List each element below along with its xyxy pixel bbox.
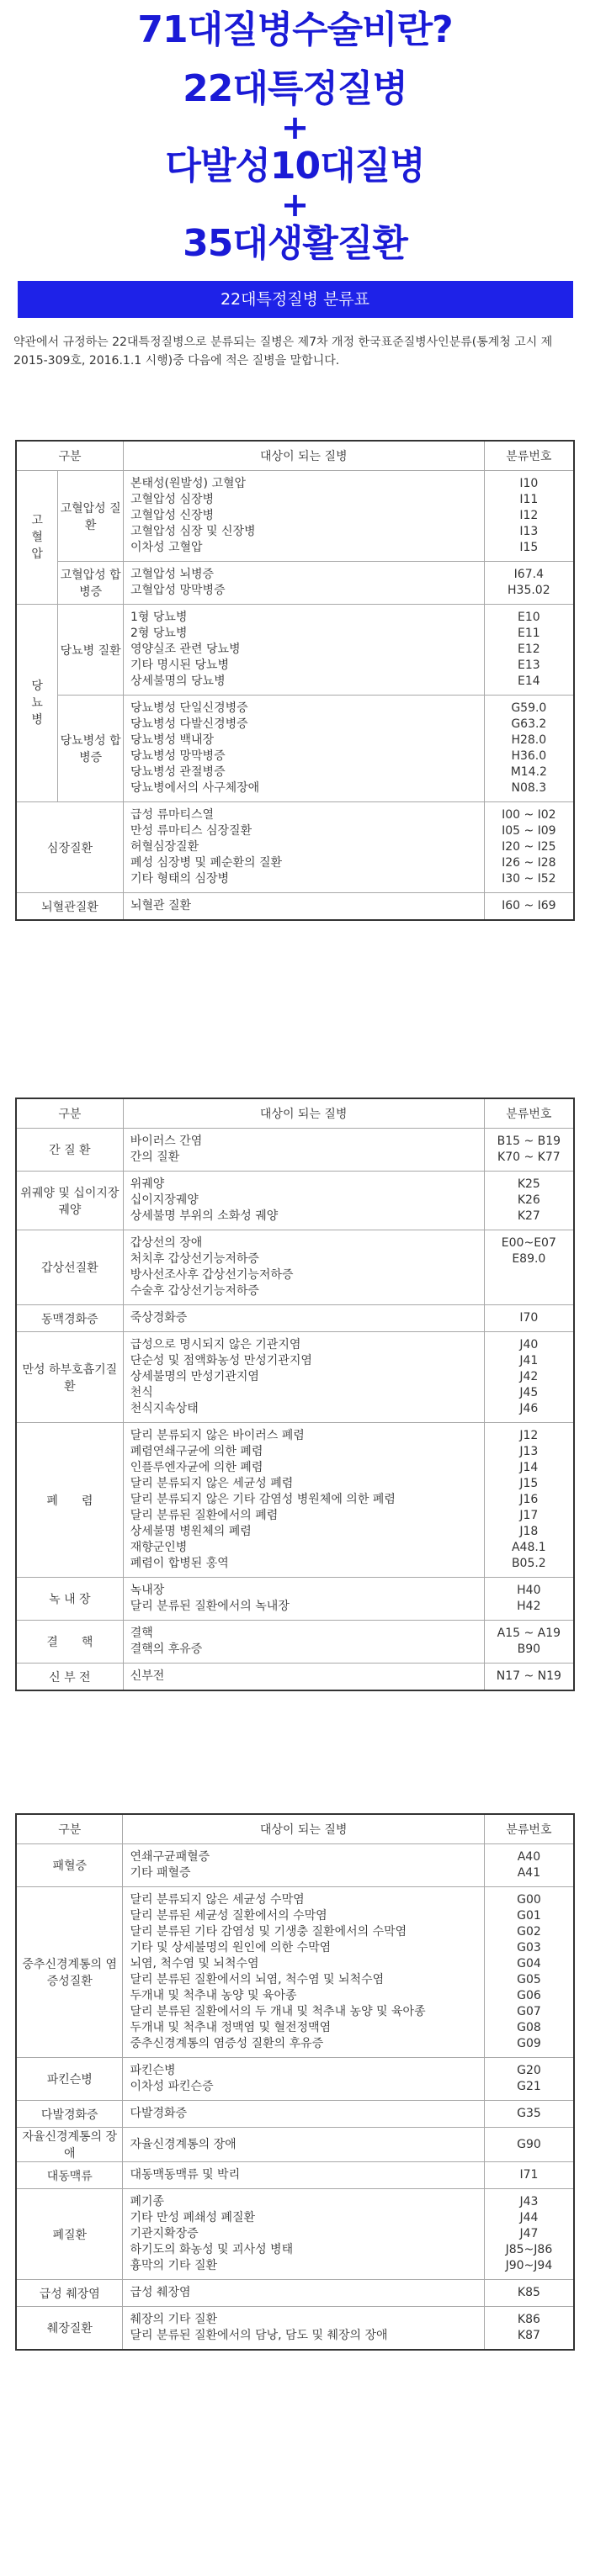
table-row <box>16 1305 574 1332</box>
disease-cell <box>123 1621 484 1664</box>
subcategory: 당뇨병성 합병증 <box>58 696 124 802</box>
table-row <box>16 696 574 802</box>
cell-line: J12 <box>519 1429 539 1442</box>
cell-line: 고혈압성 뇌병증 <box>130 568 215 581</box>
code-cell <box>484 1664 574 1691</box>
cell-line: 위궤양 <box>130 1177 165 1191</box>
cell-line: 급성으로 명시되지 않은 기관지염 <box>130 1338 301 1351</box>
cell-line: I13 <box>519 525 539 538</box>
header-disease: 대상이 되는 질병 <box>123 441 484 471</box>
cell-line: 간의 질환 <box>130 1150 180 1164</box>
table-row <box>16 562 574 605</box>
cell-line: I15 <box>519 541 539 554</box>
subcategory: 당뇨병 질환 <box>58 605 124 696</box>
disease-cell <box>123 1305 484 1332</box>
category: 폐 렴 <box>16 1423 123 1578</box>
cell-line: 당뇨병에서의 사구체장애 <box>130 781 260 795</box>
cell-line: I67.4 <box>513 568 544 581</box>
cell-line <box>488 1283 570 1299</box>
cell-line: 당뇨병성 다발신경병증 <box>130 717 248 731</box>
cell-line: N08.3 <box>511 781 547 795</box>
cell-line: 십이지장궤양 <box>130 1193 199 1207</box>
cell-line: J43 <box>519 2195 539 2208</box>
category: 결 핵 <box>16 1621 123 1664</box>
code-cell <box>484 2162 574 2189</box>
header-disease: 대상이 되는 질병 <box>123 1098 484 1129</box>
cell-line: H28.0 <box>511 733 547 747</box>
cell-line: 기타 및 상세불명의 원인에 의한 수막염 <box>130 1941 332 1954</box>
category: 급성 췌장염 <box>16 2280 123 2307</box>
table-row <box>16 1844 574 1887</box>
cell-line: 달리 분류되지 않은 바이러스 폐렴 <box>130 1429 305 1442</box>
subcategory: 고혈압성 합병증 <box>58 562 124 605</box>
cell-line: G03 <box>517 1941 541 1954</box>
cell-line: G02 <box>517 1925 541 1939</box>
cell-line: 고혈압성 신장병 <box>130 509 215 522</box>
cell-line: 연쇄구균패혈증 <box>130 1850 210 1864</box>
disease-cell <box>123 2058 484 2101</box>
cell-line <box>488 1267 570 1283</box>
category: 간 질 환 <box>16 1129 123 1172</box>
header-category: 구분 <box>16 1098 123 1129</box>
disease-cell <box>123 1129 484 1172</box>
cell-line: 기타 명시된 당뇨병 <box>130 659 230 672</box>
cell-line: G35 <box>517 2107 541 2120</box>
disease-cell <box>123 605 484 696</box>
code-cell <box>484 1423 574 1578</box>
disease-cell <box>123 471 484 562</box>
cell-line: 달리 분류된 질환에서의 뇌염, 척수염 및 뇌척수염 <box>130 1973 385 1986</box>
cell-line: B90 <box>517 1642 541 1656</box>
cell-line: 1형 당뇨병 <box>130 611 188 624</box>
header-disease: 대상이 되는 질병 <box>123 1814 484 1844</box>
category: 뇌혈관질환 <box>16 893 123 921</box>
cell-line: 이차성 파킨슨증 <box>130 2080 214 2093</box>
table-row <box>16 2307 574 2351</box>
disease-cell <box>123 1664 484 1691</box>
category: 파킨슨병 <box>16 2058 123 2101</box>
cell-line: 당뇨병성 망막병증 <box>130 749 226 763</box>
table-row <box>16 1129 574 1172</box>
table-row <box>16 2101 574 2128</box>
cell-line: I00 ~ I02 <box>502 808 556 822</box>
cell-line: 인플루엔자균에 의한 폐렴 <box>130 1461 263 1474</box>
cell-line: 수술후 갑상선기능저하증 <box>130 1284 259 1298</box>
disease-cell <box>123 562 484 605</box>
cell-line: J90~J94 <box>505 2259 553 2272</box>
disease-cell <box>123 2307 484 2351</box>
disease-cell <box>123 2189 484 2280</box>
category: 다발경화증 <box>16 2101 123 2128</box>
cell-line: 폐기종 <box>130 2195 165 2208</box>
cell-line: K85 <box>517 2286 540 2299</box>
cell-line: A41 <box>517 1866 541 1880</box>
cell-line: G05 <box>517 1973 541 1986</box>
cell-line: 갑상선의 장애 <box>130 1236 203 1250</box>
cell-line: 자율신경계통의 장애 <box>130 2137 237 2151</box>
headline-plus-1: + <box>280 108 310 147</box>
cell-line: 흉막의 기타 질환 <box>130 2259 218 2272</box>
cell-line: B05.2 <box>511 1557 546 1570</box>
cell-line: E10 <box>517 611 540 624</box>
cell-line: I71 <box>519 2168 539 2182</box>
disease-cell <box>123 1230 484 1305</box>
header-code: 분류번호 <box>484 441 574 471</box>
table-row <box>16 1172 574 1230</box>
code-cell <box>484 2058 574 2101</box>
cell-line: I20 ~ I25 <box>502 840 556 854</box>
cell-line: 천식 <box>130 1386 153 1399</box>
cell-line: H35.02 <box>508 584 550 597</box>
cell-line: J17 <box>519 1509 539 1522</box>
code-cell <box>484 1230 574 1305</box>
code-cell <box>484 562 574 605</box>
cell-line: 중추신경계통의 염증성 질환의 후유증 <box>130 2037 324 2050</box>
category: 자율신경계통의 장애 <box>16 2128 123 2162</box>
cell-line: 영양실조 관련 당뇨병 <box>130 643 241 656</box>
cell-line: 녹내장 <box>130 1584 165 1597</box>
code-cell <box>484 1844 574 1887</box>
cell-line: 파킨슨병 <box>130 2064 176 2077</box>
cell-line: K25 <box>517 1177 540 1191</box>
cell-line: I11 <box>519 493 539 506</box>
cell-line: 뇌염, 척수염 및 뇌척수염 <box>130 1957 259 1970</box>
cell-line: 바이러스 간염 <box>130 1135 203 1148</box>
cell-line: 기관지확장증 <box>130 2227 199 2240</box>
disease-cell <box>123 1578 484 1621</box>
cell-line: G04 <box>517 1957 541 1970</box>
category: 중추신경계통의 염증성질환 <box>16 1887 123 2058</box>
cell-line: M14.2 <box>510 765 547 779</box>
cell-line: 달리 분류되지 않은 기타 감염성 병원체에 의한 폐렴 <box>130 1493 396 1506</box>
cell-line: 폐성 심장병 및 폐순환의 질환 <box>130 856 283 870</box>
cell-line: 처치후 갑상선기능저하증 <box>130 1252 259 1266</box>
cell-line: G21 <box>517 2080 541 2093</box>
cell-line: 결핵 <box>130 1627 153 1640</box>
cell-line: B15 ~ B19 <box>497 1135 561 1148</box>
cell-line: 재향군인병 <box>130 1541 188 1554</box>
cell-line: G59.0 <box>511 701 547 715</box>
code-cell <box>484 471 574 562</box>
disease-cell <box>123 2280 484 2307</box>
header-code: 분류번호 <box>484 1098 574 1129</box>
cell-line: J85~J86 <box>505 2243 553 2256</box>
cell-line: 폐렴이 합병된 홍역 <box>130 1557 229 1570</box>
table-row <box>16 2280 574 2307</box>
table-row <box>16 1887 574 2058</box>
group-label: 고 혈 압 <box>16 471 58 605</box>
cell-line: 상세불명의 만성기관지염 <box>130 1370 259 1383</box>
code-cell <box>484 1129 574 1172</box>
cell-line: 급성 류마티스열 <box>130 808 215 822</box>
cell-line: E89.0 <box>512 1252 546 1266</box>
category: 녹 내 장 <box>16 1578 123 1621</box>
table-row <box>16 471 574 562</box>
cell-line: E12 <box>517 643 540 656</box>
cell-line: K26 <box>517 1193 540 1207</box>
header-category: 구분 <box>16 1814 123 1844</box>
table-row <box>16 2189 574 2280</box>
cell-line: 기타 만성 폐쇄성 폐질환 <box>130 2211 256 2224</box>
disease-cell <box>123 2162 484 2189</box>
cell-line: 만성 류마티스 심장질환 <box>130 824 252 838</box>
disease-cell <box>123 1887 484 2058</box>
code-cell <box>484 696 574 802</box>
disease-cell <box>123 1172 484 1230</box>
cell-line: I60 ~ I69 <box>502 899 556 912</box>
cell-line: 다발경화증 <box>130 2107 188 2120</box>
cell-line: 기타 형태의 심장병 <box>130 872 230 886</box>
code-cell <box>484 1578 574 1621</box>
cell-line: J13 <box>519 1445 539 1458</box>
cell-line: J46 <box>519 1402 539 1415</box>
cell-line: 급성 췌장염 <box>130 2286 191 2299</box>
cell-line: I30 ~ I52 <box>502 872 556 886</box>
cell-line: E14 <box>517 674 540 688</box>
cell-line: J44 <box>519 2211 539 2224</box>
category: 동맥경화증 <box>16 1305 123 1332</box>
table-row <box>16 2162 574 2189</box>
table-row <box>16 1332 574 1423</box>
table-10-diseases <box>15 1098 575 1691</box>
cell-line: 고혈압성 심장병 <box>130 493 215 506</box>
table-row <box>16 1578 574 1621</box>
cell-line: G20 <box>517 2064 541 2077</box>
cell-line: A40 <box>517 1850 541 1864</box>
cell-line: 췌장의 기타 질환 <box>130 2313 218 2326</box>
cell-line: 달리 분류된 기타 감염성 및 기생충 질환에서의 수막염 <box>130 1925 407 1939</box>
cell-line: G08 <box>517 2021 541 2034</box>
category: 심장질환 <box>16 802 123 893</box>
cell-line: 하기도의 화농성 및 괴사성 병태 <box>130 2243 294 2256</box>
cell-line: K70 ~ K77 <box>497 1150 561 1164</box>
header-category: 구분 <box>16 441 123 471</box>
table-row <box>16 1423 574 1578</box>
cell-line: 당뇨병성 관절병증 <box>130 765 226 779</box>
cell-line: 상세불명의 당뇨병 <box>130 674 226 688</box>
cell-line: 결핵의 후유증 <box>130 1642 203 1656</box>
cell-line: 본태성(원발성) 고혈압 <box>130 477 247 490</box>
cell-line: G07 <box>517 2005 541 2018</box>
category: 췌장질환 <box>16 2307 123 2351</box>
category: 만성 하부호흡기질환 <box>16 1332 123 1423</box>
disease-cell <box>123 802 484 893</box>
cell-line: 달리 분류된 질환에서의 폐렴 <box>130 1509 279 1522</box>
group-label: 당 뇨 병 <box>16 605 58 802</box>
cell-line: J42 <box>519 1370 539 1383</box>
code-cell <box>484 1332 574 1423</box>
table-35-diseases <box>15 1813 575 2351</box>
cell-line: E13 <box>517 659 540 672</box>
cell-line: 2형 당뇨병 <box>130 627 188 640</box>
cell-line: H40 <box>517 1584 541 1597</box>
cell-line: J40 <box>519 1338 539 1351</box>
headline-22: 22대특정질병 <box>183 67 407 110</box>
cell-line: 기타 패혈증 <box>130 1866 191 1880</box>
cell-line: 달리 분류된 질환에서의 두 개내 및 척추내 농양 및 육아종 <box>130 2005 426 2018</box>
disease-cell <box>123 2128 484 2162</box>
cell-line: 폐렴연쇄구균에 의한 폐렴 <box>130 1445 263 1458</box>
code-cell <box>484 1172 574 1230</box>
cell-line: K27 <box>517 1209 540 1223</box>
code-cell <box>484 2189 574 2280</box>
cell-line: 단순성 및 점액화농성 만성기관지염 <box>130 1354 312 1367</box>
cell-line: J41 <box>519 1354 539 1367</box>
cell-line: 죽상경화증 <box>130 1311 188 1325</box>
cell-line: 대동맥동맥류 및 박리 <box>130 2168 241 2182</box>
cell-line: 달리 분류되지 않은 세균성 폐렴 <box>130 1477 294 1490</box>
cell-line: J18 <box>519 1525 539 1538</box>
cell-line: 달리 분류된 세균성 질환에서의 수막염 <box>130 1909 327 1923</box>
cell-line: G63.2 <box>511 717 547 731</box>
cell-line: I70 <box>519 1311 539 1325</box>
cell-line: G90 <box>517 2137 541 2151</box>
table-22-diseases <box>15 440 575 921</box>
table-row <box>16 1230 574 1305</box>
cell-line: 고혈압성 심장 및 신장병 <box>130 525 256 538</box>
cell-line: 고혈압성 망막병증 <box>130 584 226 597</box>
cell-line: 상세불명 부위의 소화성 궤양 <box>130 1209 279 1223</box>
cell-line: 달리 분류된 질환에서의 녹내장 <box>130 1600 290 1613</box>
cell-line: 방사선조사후 갑상선기능저하증 <box>130 1268 294 1282</box>
cell-line: 허혈심장질환 <box>130 840 199 854</box>
header-code: 분류번호 <box>484 1814 574 1844</box>
cell-line: G09 <box>517 2037 541 2050</box>
category: 대동맥류 <box>16 2162 123 2189</box>
code-cell <box>484 2307 574 2351</box>
category: 신 부 전 <box>16 1664 123 1691</box>
cell-line: G01 <box>517 1909 541 1923</box>
table-row <box>16 605 574 696</box>
cell-line: 뇌혈관 질환 <box>130 899 192 912</box>
code-cell <box>484 802 574 893</box>
code-cell <box>484 893 574 921</box>
headline-71: 71대질병수술비란? <box>137 8 453 51</box>
disease-cell <box>123 696 484 802</box>
code-cell <box>484 1621 574 1664</box>
code-cell <box>484 2101 574 2128</box>
table-row <box>16 1664 574 1691</box>
section-banner: 22대특정질병 분류표 <box>18 281 573 318</box>
cell-line: G06 <box>517 1989 541 2002</box>
cell-line: J14 <box>519 1461 539 1474</box>
cell-line: J16 <box>519 1493 539 1506</box>
cell-line: 이차성 고혈압 <box>130 541 203 554</box>
category: 패혈증 <box>16 1844 123 1887</box>
subcategory: 고혈압성 질환 <box>58 471 124 562</box>
cell-line: I05 ~ I09 <box>502 824 556 838</box>
cell-line: 달리 분류된 질환에서의 담낭, 담도 및 췌장의 장애 <box>130 2329 388 2342</box>
intro-text: 약관에서 규정하는 22대특정질병으로 분류되는 질병은 제7차 개정 한국표준질병사인분류(통계청 고시 제2015-309호, 2016.1.1 시행)중 다음에 적은 질병을 말합니다. <box>13 336 553 368</box>
table-row <box>16 802 574 893</box>
code-cell <box>484 605 574 696</box>
cell-line: G00 <box>517 1893 541 1907</box>
cell-line: 두개내 및 척추내 농양 및 육아종 <box>130 1989 297 2002</box>
headline-plus-2: + <box>280 186 310 225</box>
disease-cell <box>123 1423 484 1578</box>
disease-cell <box>123 2101 484 2128</box>
cell-line: J47 <box>519 2227 539 2240</box>
cell-line: E11 <box>517 627 540 640</box>
cell-line: 두개내 및 척추내 정맥염 및 혈전정맥염 <box>130 2021 332 2034</box>
disease-cell <box>123 1332 484 1423</box>
category: 폐질환 <box>16 2189 123 2280</box>
cell-line: A48.1 <box>511 1541 546 1554</box>
code-cell <box>484 1887 574 2058</box>
cell-line: 천식지속상태 <box>130 1402 199 1415</box>
code-cell <box>484 2280 574 2307</box>
headline-10: 다발성10대질병 <box>165 145 425 188</box>
cell-line: 당뇨병성 단일신경병증 <box>130 701 248 715</box>
cell-line: 상세불명 병원체의 폐렴 <box>130 1525 252 1538</box>
cell-line: K87 <box>517 2329 540 2342</box>
disease-cell <box>123 1844 484 1887</box>
table-row <box>16 2058 574 2101</box>
code-cell <box>484 2128 574 2162</box>
cell-line: I10 <box>519 477 539 490</box>
code-cell <box>484 1305 574 1332</box>
cell-line: E00~E07 <box>501 1236 556 1250</box>
cell-line: N17 ~ N19 <box>496 1669 561 1683</box>
table-row <box>16 893 574 921</box>
cell-line: K86 <box>517 2313 540 2326</box>
table-row <box>16 1621 574 1664</box>
cell-line: J45 <box>519 1386 539 1399</box>
cell-line: J15 <box>519 1477 539 1490</box>
cell-line: I26 ~ I28 <box>502 856 556 870</box>
cell-line: I12 <box>519 509 539 522</box>
cell-line: H36.0 <box>511 749 547 763</box>
headline-35: 35대생활질환 <box>183 222 407 265</box>
disease-cell <box>123 893 484 921</box>
category: 위궤양 및 십이지장궤양 <box>16 1172 123 1230</box>
cell-line: A15 ~ A19 <box>497 1627 561 1640</box>
table-row <box>16 2128 574 2162</box>
cell-line: 달리 분류되지 않은 세균성 수막염 <box>130 1893 305 1907</box>
category: 갑상선질환 <box>16 1230 123 1305</box>
cell-line: H42 <box>517 1600 541 1613</box>
cell-line: 신부전 <box>130 1669 165 1683</box>
cell-line: 당뇨병성 백내장 <box>130 733 215 747</box>
